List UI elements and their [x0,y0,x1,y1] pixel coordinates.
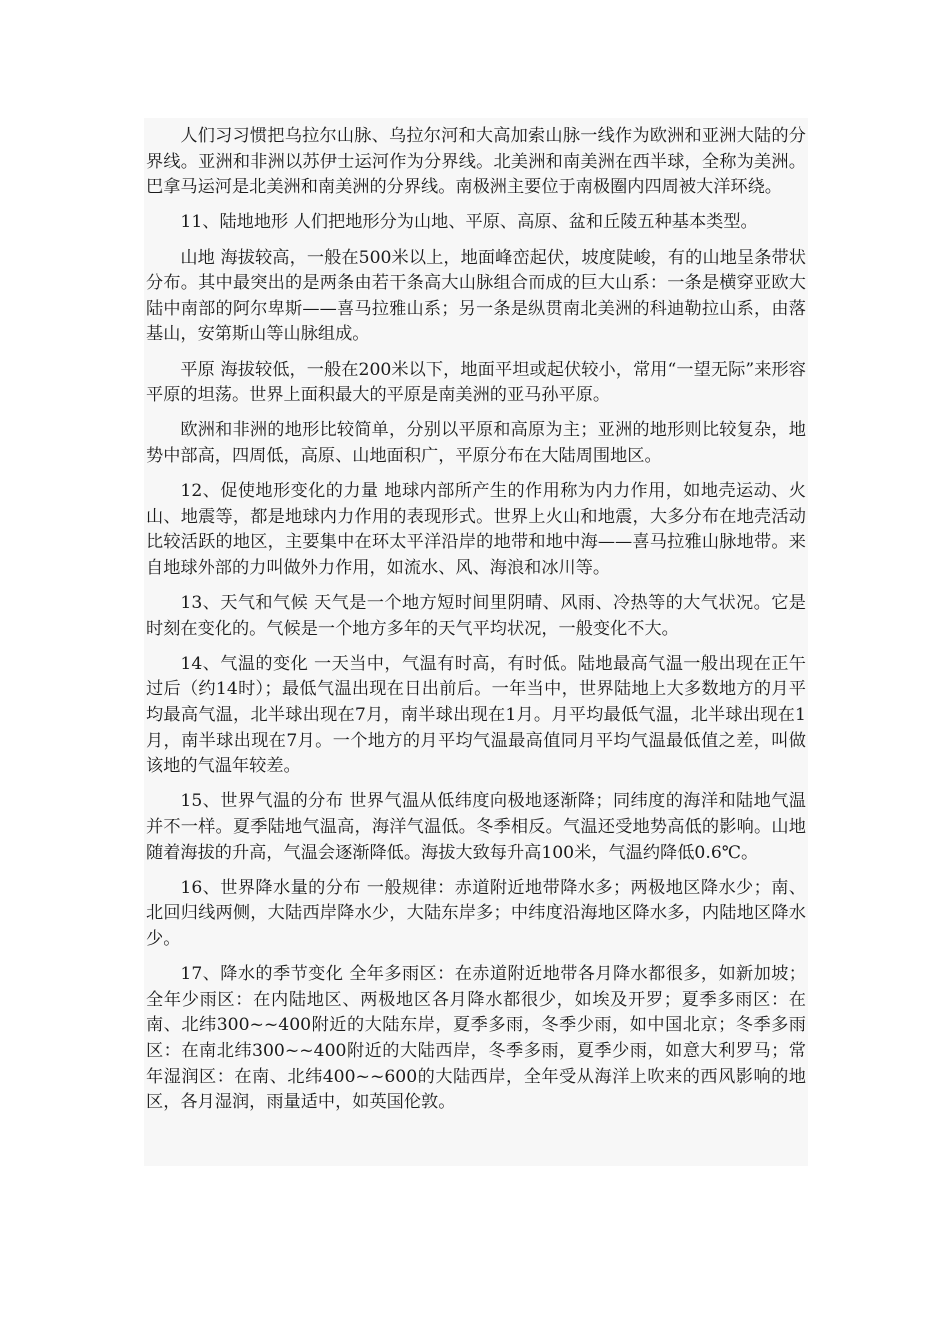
paragraph-13-weather-climate: 13、天气和气候 天气是一个地方短时间里阴晴、风雨、冷热等的大气状况。它是时刻在变化的。气候是一个地方多年的天气平均状况，一般变化不大。 [146,593,806,639]
paragraph-17-seasonal-precipitation: 17、降水的季节变化 全年多雨区：在赤道附近地带各月降水都很多，如新加坡；全年少雨区：在内陆地区、两极地区各月降水都很少，如埃及开罗；夏季多雨区：在南、北纬300~~400附近的大陆东岸，夏季多雨，冬季少雨，如中国北京；冬季多雨区：在南北纬300~~400附近的大陆西岸，冬季多雨，夏季少雨，如意大利罗马；常年湿润区：在南、北纬400~~600的大陆西岸，全年受从海洋上吹来的西风影响的地区，各月湿润，雨量适中，如英国伦敦。 [146,964,806,1113]
paragraph-europe-africa-terrain: 欧洲和非洲的地形比较简单，分别以平原和高原为主；亚洲的地形则比较复杂，地势中部高，四周低，高原、山地面积广，平原分布在大陆周围地区。 [146,420,806,466]
paragraph-16-precipitation-distribution: 16、世界降水量的分布 一般规律：赤道附近地带降水多；两极地区降水少；南、北回归线两侧，大陆西岸降水少，大陆东岸多；中纬度沿海地区降水多，内陆地区降水少。 [146,877,806,949]
paragraph-mountains: 山地 海拔较高，一般在500米以上，地面峰峦起伏，坡度陡峻，有的山地呈条带状分布。其中最突出的是两条由若干条高大山脉组合而成的巨大山系：一条是横穿亚欧大陆中南部的阿尔卑斯——喜马拉雅山系；另一条是纵贯南北美洲的科迪勒拉山系，由落基山，安第斯山等山脉组成。 [146,247,806,345]
paragraph-12-terrain-forces: 12、促使地形变化的力量 地球内部所产生的作用称为内力作用，如地壳运动、火山、地震等，都是地球内力作用的表现形式。世界上火山和地震，大多分布在地壳活动比较活跃的地区，主要集中在环太平洋沿岸的地带和地中海——喜马拉雅山脉地带。来自地球外部的力叫做外力作用，如流水、风、海浪和冰川等。 [146,481,806,578]
paragraph-plains: 平原 海拔较低，一般在200米以下，地面平坦或起伏较小，常用“一望无际”来形容平原的坦荡。世界上面积最大的平原是南美洲的亚马孙平原。 [146,359,806,406]
document-body [144,118,808,1166]
paragraph-continent-boundaries: 人们习习惯把乌拉尔山脉、乌拉尔河和大高加索山脉一线作为欧洲和亚洲大陆的分界线。亚洲和非洲以苏伊士运河作为分界线。北美洲和南美洲在西半球，全称为美洲。巴拿马运河是北美洲和南美洲的分界线。南极洲主要位于南极圈内四周被大洋环绕。 [146,126,806,198]
paragraph-11-land-terrain: 11、陆地地形 人们把地形分为山地、平原、高原、盆和丘陵五种基本类型。 [180,212,758,233]
paragraph-15-temperature-distribution: 15、世界气温的分布 世界气温从低纬度向极地逐渐降；同纬度的海洋和陆地气温并不一样。夏季陆地气温高，海洋气温低。冬季相反。气温还受地势高低的影响。山地随着海拔的升高，气温会逐渐降低。海拔大致每升高100米，气温约降低0.6℃。 [146,791,806,863]
paragraph-14-temperature-change: 14、气温的变化 一天当中，气温有时高，有时低。陆地最高气温一般出现在正午过后（约14时）；最低气温出现在日出前后。一年当中，世界陆地上大多数地方的月平均最高气温，北半球出现在7月，南半球出现在1月。月平均最低气温，北半球出现在1月，南半球出现在7月。一个地方的月平均气温最高值同月平均气温最低值之差，叫做该地的气温年较差。 [146,653,806,777]
